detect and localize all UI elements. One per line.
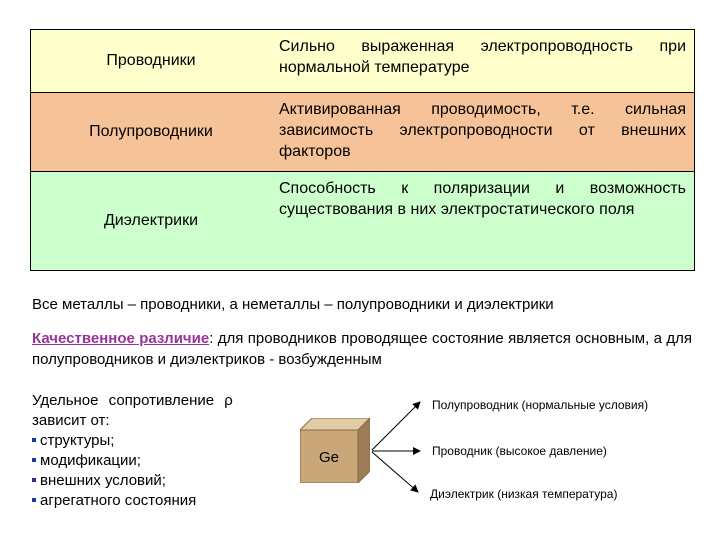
bullet-icon: [32, 478, 36, 482]
property-description: Сильно выраженная электропроводность при нормальной температуре: [279, 38, 686, 76]
material-class-conductors: Проводники: [106, 52, 196, 69]
qualitative-difference: [32, 328, 692, 370]
germanium-cube: [300, 418, 370, 483]
list-item: модификации;: [32, 451, 282, 471]
resistivity-intro: Удельное сопротивление ρ: [32, 392, 233, 409]
outcome-dielectric: Диэлектрик (низкая температура): [430, 487, 618, 501]
metals-statement: Все металлы – проводники, а неметаллы – полупроводники и диэлектрики: [32, 296, 554, 313]
element-label: Ge: [318, 449, 340, 466]
bullet-icon: [32, 498, 36, 502]
outcome-conductor: Проводник (высокое давление): [432, 444, 607, 458]
properties-table: [30, 29, 695, 271]
list-item: внешних условий;: [32, 471, 282, 491]
arrow-down: [372, 452, 418, 492]
qualitative-difference-text: : для проводников проводящее состояние является основным, а для полупроводников и диэлектриков - возбужденным: [32, 330, 692, 368]
qualitative-difference-label: Качественное различие: [32, 330, 210, 347]
material-class-dielectrics: Диэлектрики: [103, 212, 199, 229]
material-class-semiconductors: Полупроводники: [89, 123, 213, 140]
bullet-icon: [32, 458, 36, 462]
property-description: Способность к поляризации и возможность существования в них электростатического поля: [279, 180, 686, 218]
arrow-up: [372, 402, 420, 450]
resistivity-block: [32, 391, 282, 511]
property-description: Активированная проводимость, т.е. сильная зависимость электропроводности от внешних факторов: [279, 101, 686, 160]
resistivity-intro-2: зависит от:: [32, 412, 110, 429]
list-item: агрегатного состояния: [32, 491, 282, 511]
bullet-icon: [32, 438, 36, 442]
outcome-semiconductor: Полупроводник (нормальные условия): [432, 398, 649, 412]
list-item: структуры;: [32, 431, 282, 451]
table-row: [31, 172, 694, 270]
table-row: [31, 93, 694, 172]
factor-list: [32, 431, 282, 511]
table-row: [31, 30, 694, 93]
